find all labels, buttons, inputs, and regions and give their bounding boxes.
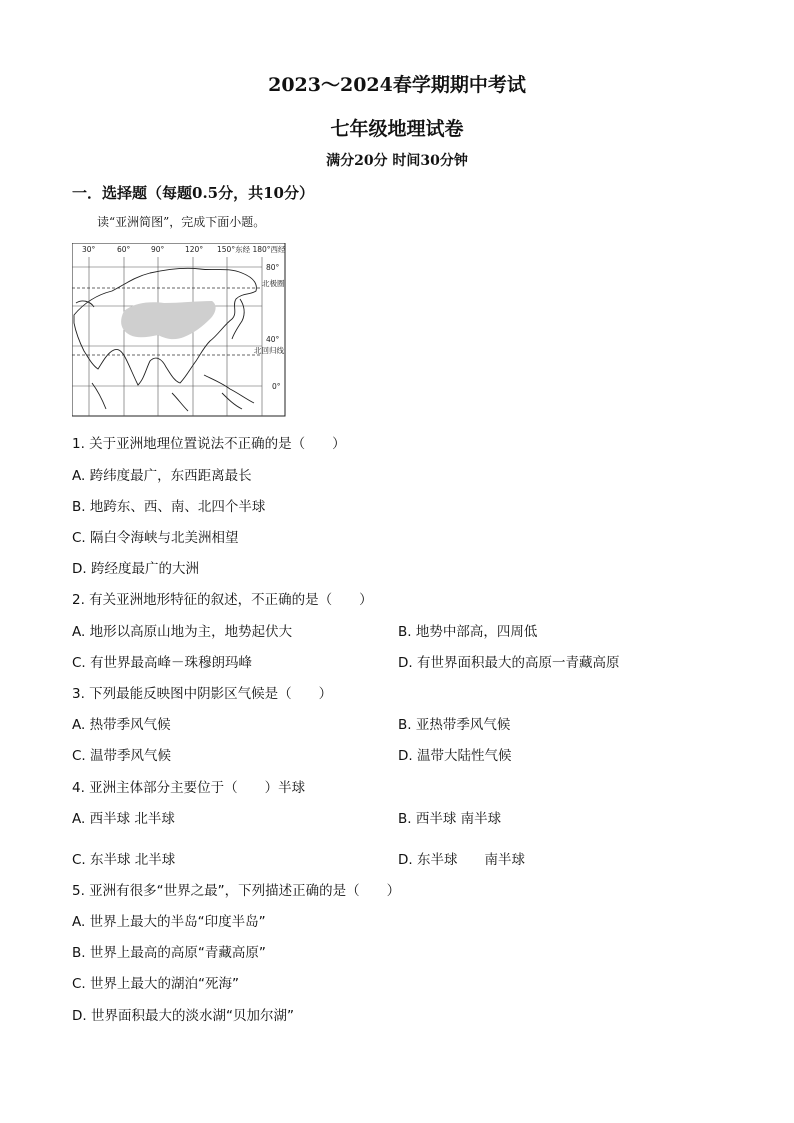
option[interactable]: D. 东半球 南半球 (398, 852, 525, 868)
option[interactable]: C. 世界上最大的湖泊“死海” (72, 976, 239, 992)
map-top-label: 150°东经 180°西经 (217, 245, 286, 254)
option[interactable]: C. 温带季风气候 (72, 748, 172, 764)
option[interactable]: A. 世界上最大的半岛“印度半岛” (72, 914, 266, 930)
question-stem: 1. 关于亚洲地理位置说法不正确的是（ ） (72, 436, 346, 452)
asia-map (72, 243, 286, 417)
exam-title: 2023～2024春学期期中考试 (268, 74, 526, 96)
map-right-label: 0° (272, 382, 281, 391)
option[interactable]: B. 地势中部高，四周低 (398, 624, 538, 640)
map-right-label: 80° (266, 263, 280, 272)
question-stem: 3. 下列最能反映图中阴影区气候是（ ） (72, 686, 333, 702)
option[interactable]: D. 有世界面积最大的高原一青藏高原 (398, 655, 620, 671)
option[interactable]: B. 地跨东、西、南、北四个半球 (72, 499, 266, 515)
map-top-label: 60° (117, 245, 131, 254)
option[interactable]: C. 有世界最高峰－珠穆朗玛峰 (72, 655, 253, 671)
exam-meta: 满分20分 时间30分钟 (326, 153, 468, 169)
question-stem: 4. 亚洲主体部分主要位于（ ）半球 (72, 780, 306, 796)
question-stem: 5. 亚洲有很多“世界之最”，下列描述正确的是（ ） (72, 883, 401, 899)
option[interactable]: B. 亚热带季风气候 (398, 717, 511, 733)
option[interactable]: A. 西半球 北半球 (72, 811, 175, 827)
option[interactable]: A. 地形以高原山地为主，地势起伏大 (72, 624, 293, 640)
option[interactable]: A. 热带季风气候 (72, 717, 171, 733)
map-top-label: 90° (151, 245, 165, 254)
map-right-label: 40° (266, 335, 280, 344)
option[interactable]: C. 东半球 北半球 (72, 852, 176, 868)
option[interactable]: A. 跨纬度最广，东西距离最长 (72, 468, 252, 484)
option[interactable]: B. 西半球 南半球 (398, 811, 502, 827)
option[interactable]: D. 世界面积最大的淡水湖“贝加尔湖” (72, 1008, 294, 1024)
option[interactable]: B. 世界上最高的高原“青藏高原” (72, 945, 266, 961)
exam-subtitle: 七年级地理试卷 (330, 118, 464, 140)
map-right-label: 北极圈 (262, 279, 285, 288)
option[interactable]: D. 温带大陆性气候 (398, 748, 512, 764)
map-right-label: 北回归线 (254, 346, 284, 355)
option[interactable]: D. 跨经度最广的大洲 (72, 561, 199, 577)
map-top-label: 120° (185, 245, 204, 254)
question-stem: 2. 有关亚洲地形特征的叙述，不正确的是（ ） (72, 592, 373, 608)
section-heading: 一．选择题（每题0.5分，共10分） (72, 184, 314, 202)
option[interactable]: C. 隔白令海峡与北美洲相望 (72, 530, 239, 546)
section-intro: 读“亚洲简图”，完成下面小题。 (97, 215, 266, 229)
map-top-label: 30° (82, 245, 96, 254)
